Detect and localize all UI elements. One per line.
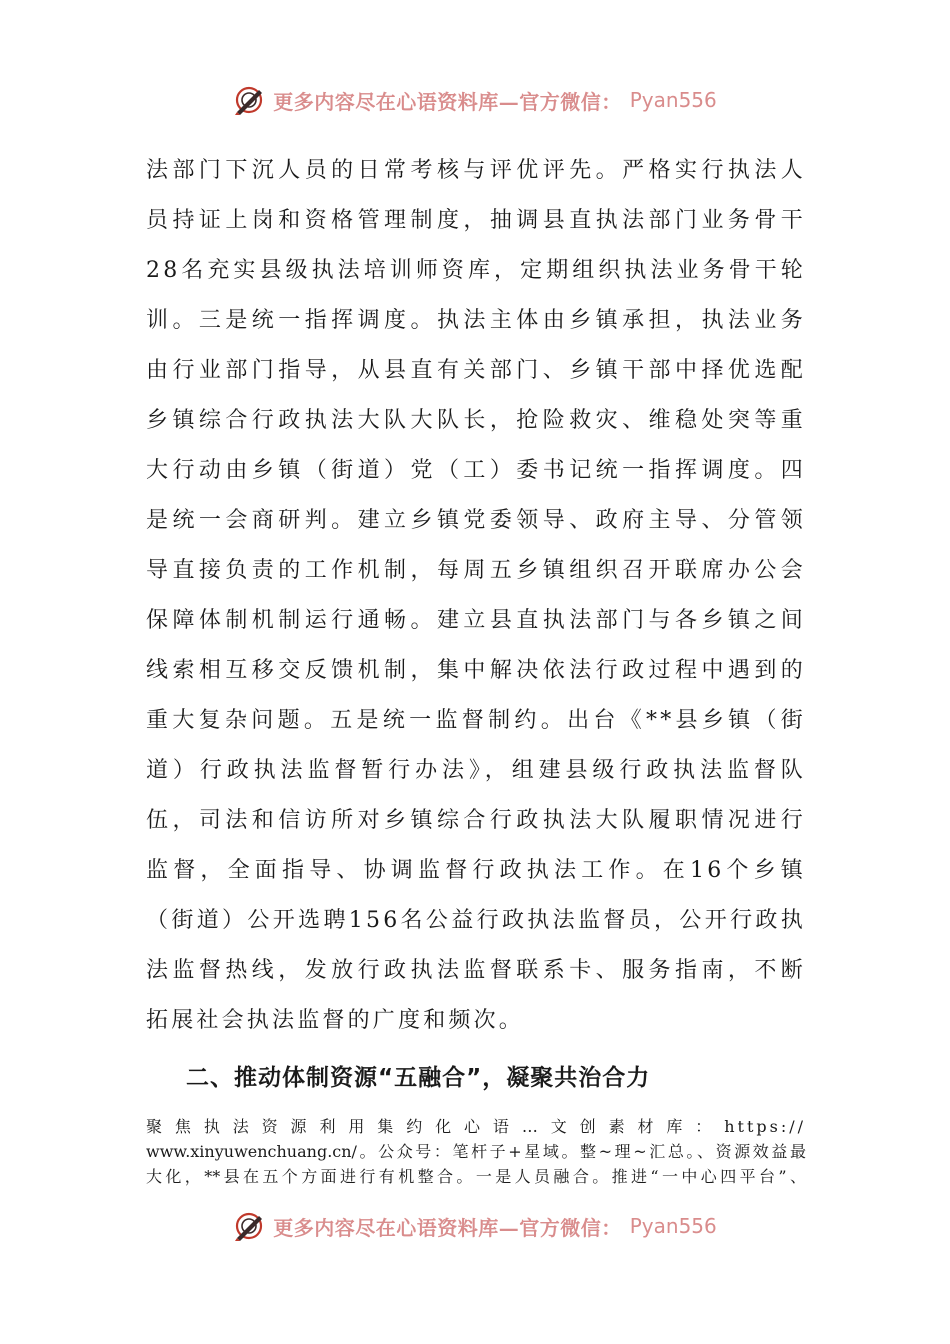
small-text-line: 聚焦执法资源利用集约化心语…文创素材库：https:// <box>146 1117 806 1136</box>
text-line: 28名充实县级执法培训师资库，定期组织执法业务骨干轮 <box>146 258 806 283</box>
banner-text: 更多内容尽在心语资料库—官方微信： <box>273 89 622 114</box>
text-line: 重大复杂问题。五是统一监督制约。出台《**县乡镇（街 <box>146 708 806 733</box>
body-paragraph <box>146 146 806 1046</box>
text-line: 法部门下沉人员的日常考核与评优评先。严格实行执法人 <box>146 158 806 183</box>
text-line: 伍，司法和信访所对乡镇综合行政执法大队履职情况进行 <box>146 808 806 833</box>
pen-logo-icon <box>233 84 265 116</box>
text-line: 法监督热线，发放行政执法监督联系卡、服务指南，不断 <box>146 958 806 983</box>
text-line: 由行业部门指导，从县直有关部门、乡镇干部中择优选配 <box>146 358 806 383</box>
header-banner <box>0 84 950 116</box>
text-line: 监督，全面指导、协调监督行政执法工作。在16个乡镇 <box>146 858 806 883</box>
text-line: 线索相互移交反馈机制，集中解决依法行政过程中遇到的 <box>146 658 806 683</box>
pen-logo-icon <box>233 1210 265 1242</box>
text-line: 保障体制机制运行通畅。建立县直执法部门与各乡镇之间 <box>146 608 806 633</box>
text-line: 是统一会商研判。建立乡镇党委领导、政府主导、分管领 <box>146 508 806 533</box>
small-text-line: 大化，**县在五个方面进行有机整合。一是人员融合。推进“一中心四平台”、 <box>146 1167 806 1186</box>
text-line: 道）行政执法监督暂行办法》，组建县级行政执法监督队 <box>146 758 806 783</box>
wechat-id: Pyan556 <box>629 88 717 112</box>
text-line: 大行动由乡镇（街道）党（工）委书记统一指挥调度。四 <box>146 458 806 483</box>
text-line: 乡镇综合行政执法大队大队长，抢险救灾、维稳处突等重 <box>146 408 806 433</box>
text-line: 训。三是统一指挥调度。执法主体由乡镇承担，执法业务 <box>146 308 806 333</box>
wechat-id: Pyan556 <box>629 1214 717 1238</box>
section-heading: 二、推动体制资源“五融合”，凝聚共治合力 <box>186 1065 651 1091</box>
footer-banner <box>0 1210 950 1242</box>
small-paragraph <box>146 1114 806 1189</box>
text-line: 员持证上岗和资格管理制度，抽调县直执法部门业务骨干 <box>146 208 806 233</box>
text-line: （街道）公开选聘156名公益行政执法监督员，公开行政执 <box>146 908 806 933</box>
small-text-line: www.xinyuwenchuang.cn/。公众号：笔杆子+星域。整~理~汇总。、资源效益最 <box>146 1142 806 1161</box>
text-line: 拓展社会执法监督的广度和频次。 <box>146 1008 525 1033</box>
text-line: 导直接负责的工作机制，每周五乡镇组织召开联席办公会 <box>146 558 806 583</box>
banner-text: 更多内容尽在心语资料库—官方微信： <box>273 1215 622 1240</box>
